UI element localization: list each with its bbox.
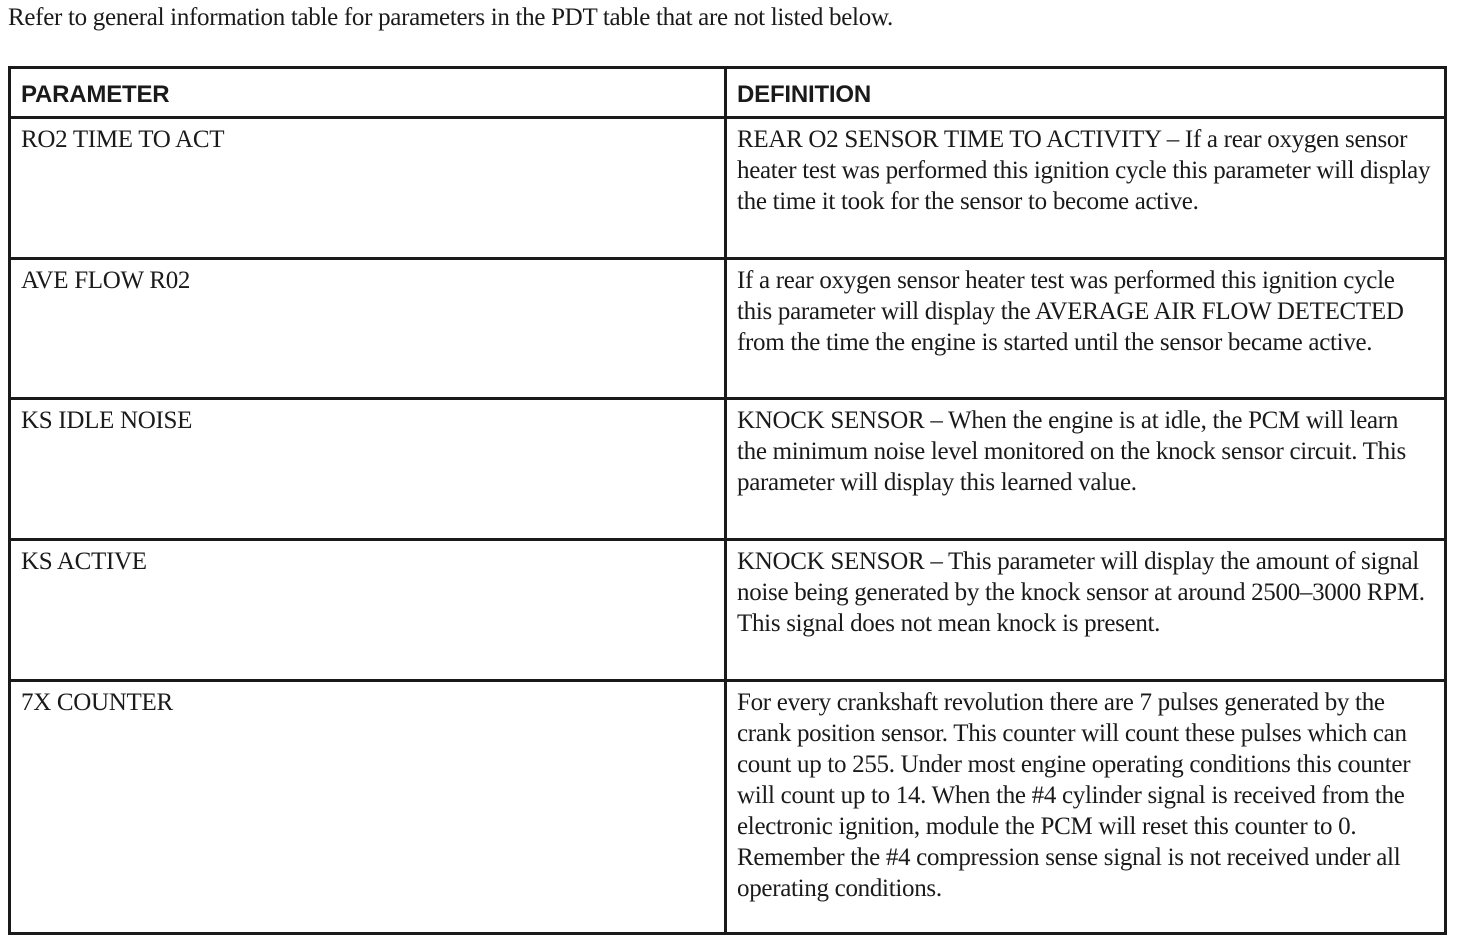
definition-cell: KNOCK SENSOR – When the engine is at idle, the PCM will learn the minimum noise level monitored on the knock sensor circuit. This parameter will display this learned value. bbox=[726, 399, 1446, 540]
definition-cell: If a rear oxygen sensor heater test was performed this ignition cycle this parameter will display the AVERAGE AIR FLOW DETECTED from the time the engine is started until the sensor became active. bbox=[726, 259, 1446, 399]
table-row bbox=[10, 681, 1446, 934]
parameter-column-header: PARAMETER bbox=[10, 68, 726, 118]
definition-cell: For every crankshaft revolution there are 7 pulses generated by the crank position sensor. This counter will count these pulses which can count up to 255. Under most engine operating conditions this counter will count up to 14. When the #4 cylinder signal is received from the electronic ignition, module the PCM will reset this counter to 0. Remember the #4 compression sense signal is not received under all operating conditions. bbox=[726, 681, 1446, 934]
parameter-cell: 7X COUNTER bbox=[10, 681, 726, 934]
definition-cell: REAR O2 SENSOR TIME TO ACTIVITY – If a rear oxygen sensor heater test was performed this ignition cycle this parameter will display the time it took for the sensor to become active. bbox=[726, 118, 1446, 259]
parameter-cell: RO2 TIME TO ACT bbox=[10, 118, 726, 259]
pdt-parameter-table bbox=[8, 66, 1447, 935]
table-row bbox=[10, 399, 1446, 540]
parameter-cell: AVE FLOW R02 bbox=[10, 259, 726, 399]
table-row bbox=[10, 118, 1446, 259]
table-row bbox=[10, 540, 1446, 681]
definition-column-header: DEFINITION bbox=[726, 68, 1446, 118]
parameter-cell: KS ACTIVE bbox=[10, 540, 726, 681]
table-header-row bbox=[10, 68, 1446, 118]
definition-cell: KNOCK SENSOR – This parameter will display the amount of signal noise being generated by the knock sensor at around 2500–3000 RPM. This signal does not mean knock is present. bbox=[726, 540, 1446, 681]
table-row bbox=[10, 259, 1446, 399]
parameter-cell: KS IDLE NOISE bbox=[10, 399, 726, 540]
intro-text: Refer to general information table for parameters in the PDT table that are not listed below. bbox=[8, 4, 893, 31]
